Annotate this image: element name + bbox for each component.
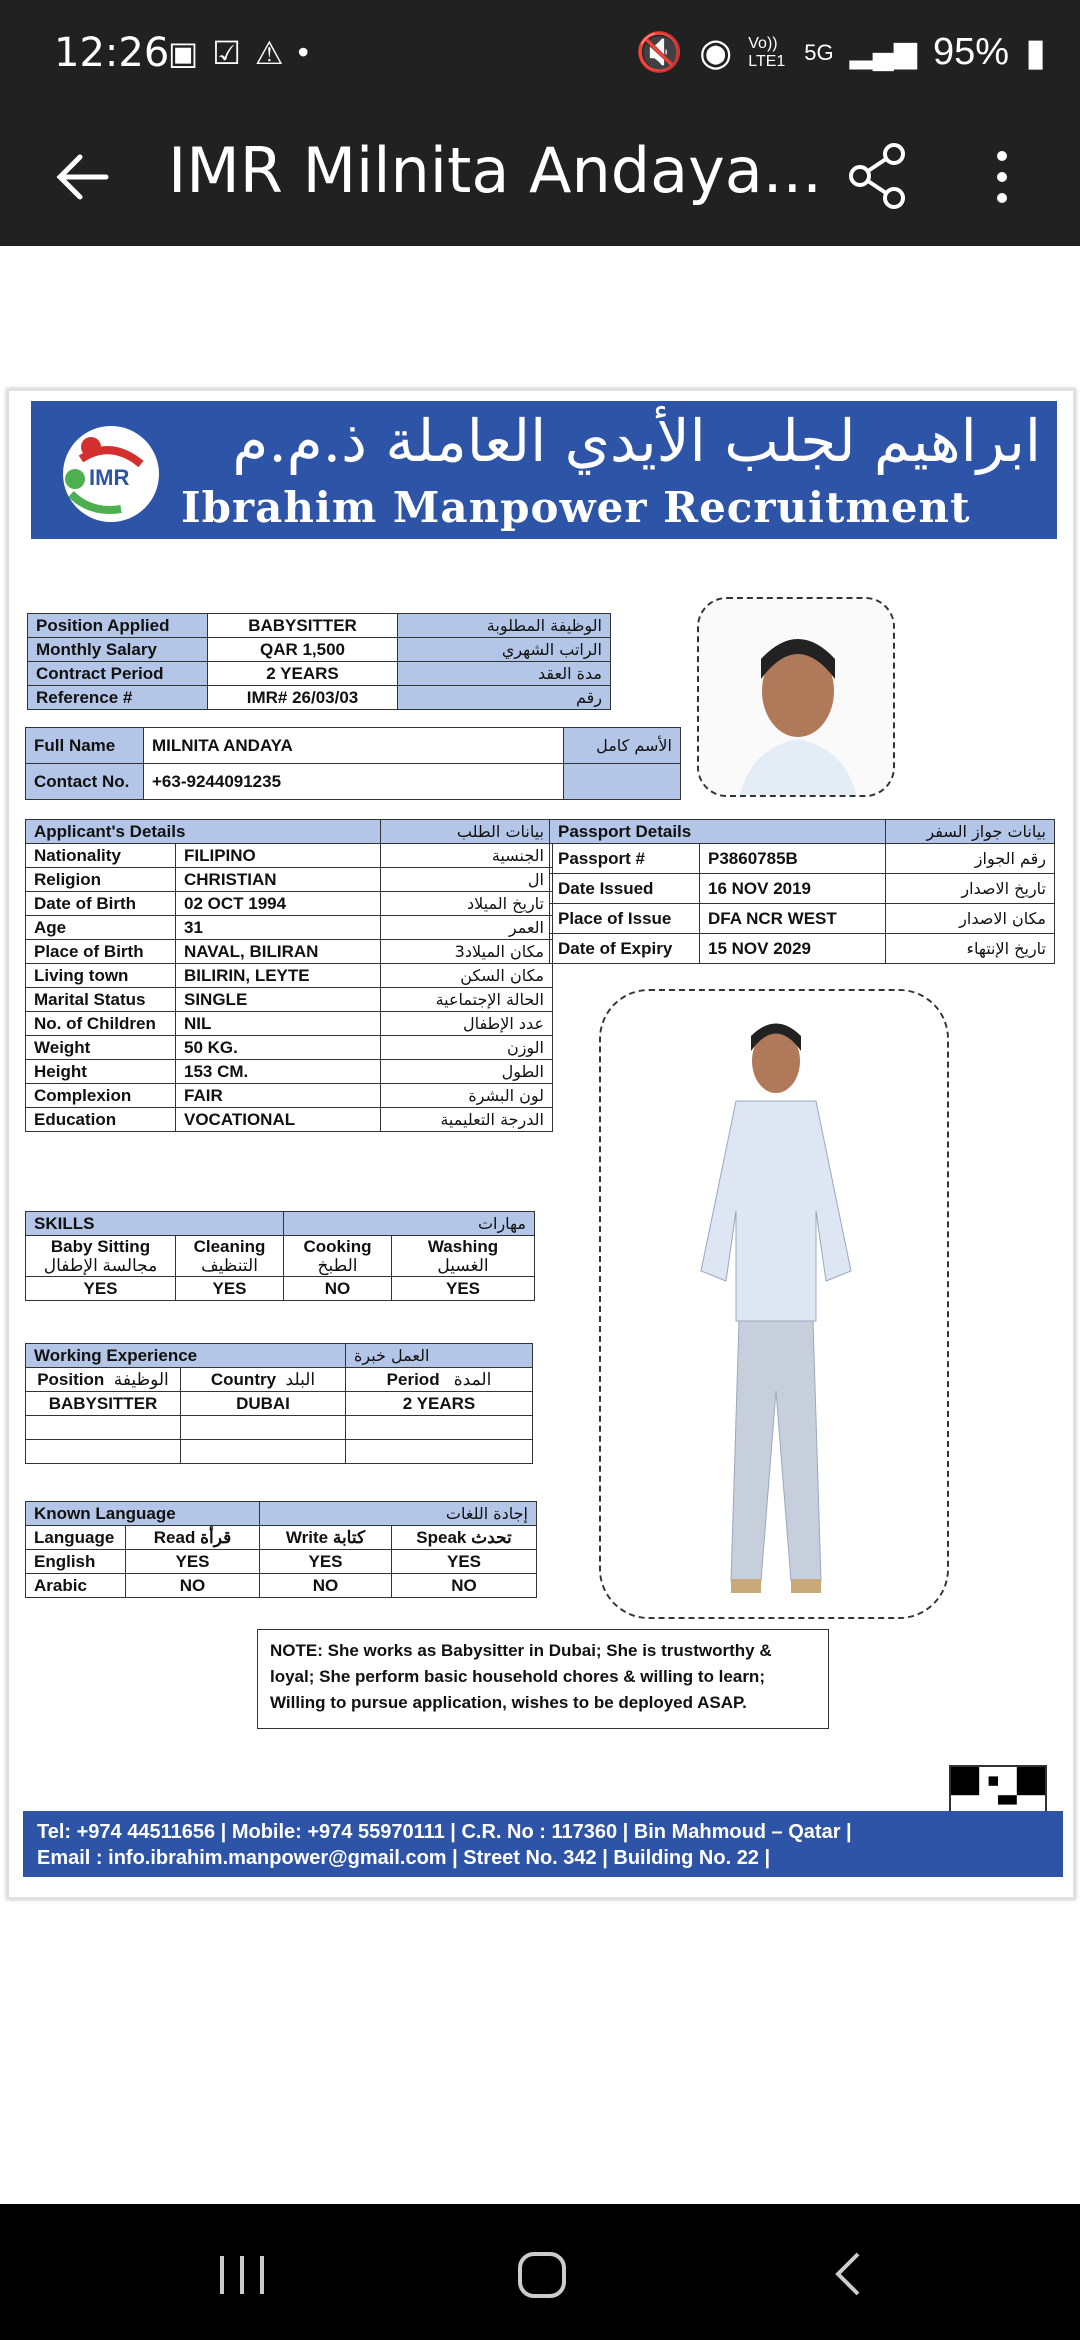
known-language-table	[25, 1501, 537, 1598]
table-row: Date of Expiry 15 NOV 2029 تاريخ الإنتهاء	[550, 934, 1055, 964]
cv-document	[6, 388, 1076, 1900]
back-icon[interactable]	[808, 2244, 888, 2304]
table-row	[26, 1416, 533, 1440]
table-row: Height 153 CM. الطول	[26, 1060, 553, 1084]
warning-icon: ⚠	[254, 35, 284, 71]
table-row: Marital Status SINGLE الحالة الإجتماعية	[26, 988, 553, 1012]
dot-icon: •	[297, 34, 309, 70]
company-name-english: Ibrahim Manpower Recruitment W.L.L	[181, 483, 971, 581]
table-header: Known Language إجادة اللغات	[26, 1502, 537, 1526]
lte-label: Vo)) LTE1	[748, 34, 786, 70]
image-icon: ▣	[168, 35, 199, 71]
table-row: Full Name MILNITA ANDAYA الأسم كامل	[26, 728, 681, 764]
table-row: Monthly Salary QAR 1,500 الراتب الشهري	[28, 638, 611, 662]
hotspot-icon: ◉	[699, 32, 733, 74]
table-header: Working Experience العمل خبرة	[26, 1344, 533, 1368]
app-bar	[0, 112, 1080, 246]
mute-icon: 🔇	[635, 31, 684, 74]
table-row: Nationality FILIPINO الجنسية	[26, 844, 553, 868]
table-row: Baby Sitting مجالسة الإطفال Cleaning التنظيف Cooking الطبخ Washing الغسيل	[26, 1236, 535, 1277]
table-row: Age 31 العمر	[26, 916, 553, 940]
footer-phone-line: Tel: +974 44511656 | Mobile: +974 55970111 | C.R. No : 117360 | Bin Mahmoud – Qatar |	[37, 1821, 852, 1843]
table-row: Contact No. +63-9244091235	[26, 764, 681, 800]
table-header: SKILLS مهارات	[26, 1212, 535, 1236]
recent-apps-icon[interactable]	[202, 2244, 282, 2304]
contact-footer	[23, 1811, 1063, 1877]
skills-table	[25, 1211, 535, 1301]
footer-email-line: Email : info.ibrahim.manpower@gmail.com | Street No. 342 | Building No. 22 |	[37, 1847, 771, 1869]
table-row: Religion CHRISTIAN ال	[26, 868, 553, 892]
signal-icon: ▂▄▆	[849, 36, 918, 69]
table-row: Living town BILIRIN, LEYTE مكان السكن	[26, 964, 553, 988]
table-row: Place of Birth NAVAL, BILIRAN مكان الميلاد3	[26, 940, 553, 964]
table-row: Education VOCATIONAL الدرجة التعليمية	[26, 1108, 553, 1132]
more-options-icon[interactable]	[982, 142, 1022, 212]
battery-icon: ▮	[1025, 32, 1046, 74]
table-row	[26, 1440, 533, 1464]
company-banner	[31, 401, 1057, 581]
person-full-body-image	[601, 991, 949, 1619]
passport-details-table	[549, 819, 1055, 964]
checkbox-icon: ☑	[212, 35, 241, 71]
table-row: Contract Period 2 YEARS مدة العقد	[28, 662, 611, 686]
table-row: Complexion FAIR لون البشرة	[26, 1084, 553, 1108]
name-table	[25, 727, 681, 800]
table-row: Position الوظيفة Country البلد Period المدة	[26, 1368, 533, 1392]
notification-icons	[168, 34, 309, 72]
table-row: No. of Children NIL عدد الإطفال	[26, 1012, 553, 1036]
home-icon[interactable]	[502, 2244, 582, 2304]
full-body-photo	[599, 989, 949, 1619]
table-row: English YES YES YES	[26, 1550, 537, 1574]
table-row: Language Read قرأة Write كتابة Speak تحدث	[26, 1526, 537, 1550]
company-logo	[51, 419, 171, 529]
person-headshot-image	[699, 599, 895, 797]
back-arrow-icon[interactable]	[48, 142, 118, 212]
document-title: IMR Milnita Andaya...	[168, 134, 822, 207]
network-label: 5G	[804, 39, 834, 65]
table-row: Place of Issue DFA NCR WEST مكان الاصدار	[550, 904, 1055, 934]
share-icon[interactable]	[848, 140, 908, 210]
note-box: NOTE: She works as Babysitter in Dubai; She is trustworthy & loyal; She perform basic household chores & willing to learn; Willing to pursue application, wishes to be deployed ASAP.	[257, 1629, 829, 1729]
table-row: Reference # IMR# 26/03/03 رقم	[28, 686, 611, 710]
status-bar	[0, 0, 1080, 112]
applicant-details-table	[25, 819, 553, 1132]
table-row: Passport # P3860785B رقم الجواز	[550, 844, 1055, 874]
navigation-bar	[0, 2204, 1080, 2340]
table-header: Passport Details بيانات جواز السفر	[550, 820, 1055, 844]
position-table	[27, 613, 611, 710]
headshot-photo	[697, 597, 895, 797]
table-row: Date of Birth 02 OCT 1994 تاريخ الميلاد	[26, 892, 553, 916]
clock: 12:26	[54, 30, 170, 76]
table-row: BABYSITTER DUBAI 2 YEARS	[26, 1392, 533, 1416]
table-row: Position Applied BABYSITTER الوظيفة المطلوبة	[28, 614, 611, 638]
system-icons	[636, 30, 1046, 75]
table-row: Weight 50 KG. الوزن	[26, 1036, 553, 1060]
logo-text: IMR	[89, 465, 130, 490]
table-header: Applicant's Details بيانات الطلب	[26, 820, 553, 844]
table-row: Date Issued 16 NOV 2019 تاريخ الاصدار	[550, 874, 1055, 904]
company-name-arabic: ابراهيم لجلب الأيدي العاملة ذ.م.م	[232, 407, 1041, 475]
battery-label: 95%	[933, 31, 1010, 73]
table-row: YES YES NO YES	[26, 1277, 535, 1301]
working-experience-table	[25, 1343, 533, 1464]
table-row: Arabic NO NO NO	[26, 1574, 537, 1598]
